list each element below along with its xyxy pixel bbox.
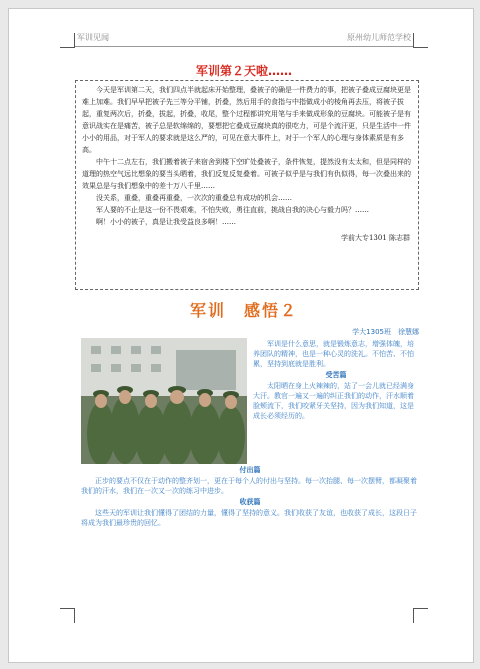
page-corner-mark <box>60 33 75 48</box>
article2-intro: 军训是什么意思，就是锻炼意志，增强体魄，培养团队的精神，也是一种心灵的洗礼。不怕苦、不怕累，坚持到底就是胜利。 <box>253 340 414 368</box>
article1-paragraph: 今天是军训第二天，我们四点半就起床开始整理，叠被子的确是一件费力的事，把被子叠成豆腐块更是难上加难。我们早早把被子先三等分平铺，折叠，然后用手的食指与中指做成小的棱角再去压，将被子拔起，重复两次后，折叠，拔起，折叠，收尾，整个过程都讲究用笔与手来做成形象的豆腐块。可能被子是有意识战实在是痛苦，被子总是软绵绵的，要想把它叠成豆腐块真的很吃力，可是个流汗更，只是生活中一件小小的用品，对于军人的要求就是这么严的，可见在意大事件上，对于一个军人的心理与身体素质是有多高。 <box>82 86 411 154</box>
article1-paragraph: 没关系，重叠，重叠再重叠，一次次的重叠总有成功的机会…… <box>96 194 292 202</box>
article2-right-column <box>253 339 419 421</box>
article2-bottom-column <box>81 464 419 528</box>
article2-title: 军训 感悟２ <box>189 301 298 320</box>
article1-signature: 学前大专1301 陈志群 <box>340 234 410 242</box>
article2-section3-title: 收获篇 <box>239 498 261 506</box>
article2-section1-text: 太阳晒在身上火辣辣的，站了一会儿就已经满身大汗。教官一遍又一遍的纠正我们的动作，汗水顺着脸颊流下，我们咬紧牙关坚持，因为我们知道，这是成长必须经历的。 <box>253 382 414 420</box>
military-training-photo <box>81 338 247 464</box>
page-corner-mark <box>60 608 75 623</box>
article2-section2-title: 付出篇 <box>239 466 261 474</box>
header-left-text: 军训见闻 <box>77 33 109 42</box>
article1-box <box>75 80 419 290</box>
article1-paragraph: 中午十二点左右，我们搬着被子来宿舍到楼下空旷处叠被子，条件恢复，提然没有太太和，但是同样的道理的热空气远比想象的要当头晒着，我们反复反复叠着。可被子似乎是与我们有仇似得，每一次叠出来的效果总是与我们想象中的差十万八千里…… <box>82 158 411 190</box>
article1-title: 军训第２天啦…… <box>195 64 292 78</box>
article2-section2-text: 正步的要点不仅在于动作的整齐划一，更在于每个人的付出与坚持。每一次抬腿、每一次摆臂，都凝聚着我们的汗水，我们在一次又一次的练习中进步。 <box>81 477 417 495</box>
header-right-text: 原州幼儿师范学校 <box>347 33 411 42</box>
photo-illustration <box>81 338 247 464</box>
article2-byline: 学大1305班 徐慧娜 <box>352 328 419 336</box>
article1-paragraph: 啊！小小的被子，真是让我受益良多啊！…… <box>96 218 236 226</box>
article2-section1-title: 受苦篇 <box>325 371 347 379</box>
document-page <box>8 8 474 663</box>
page-header <box>75 32 413 47</box>
article2-section3-text: 这些天的军训让我们懂得了团结的力量，懂得了坚持的意义。我们收获了友谊，也收获了成长，这段日子将成为我们最珍贵的回忆。 <box>81 509 417 527</box>
page-corner-mark <box>413 33 428 48</box>
article1-paragraph: 军人要的不止是这一份不畏艰难，不怕失败，勇往直前，挑战自我的决心与毅力吗？…… <box>96 206 369 214</box>
page-corner-mark <box>413 608 428 623</box>
